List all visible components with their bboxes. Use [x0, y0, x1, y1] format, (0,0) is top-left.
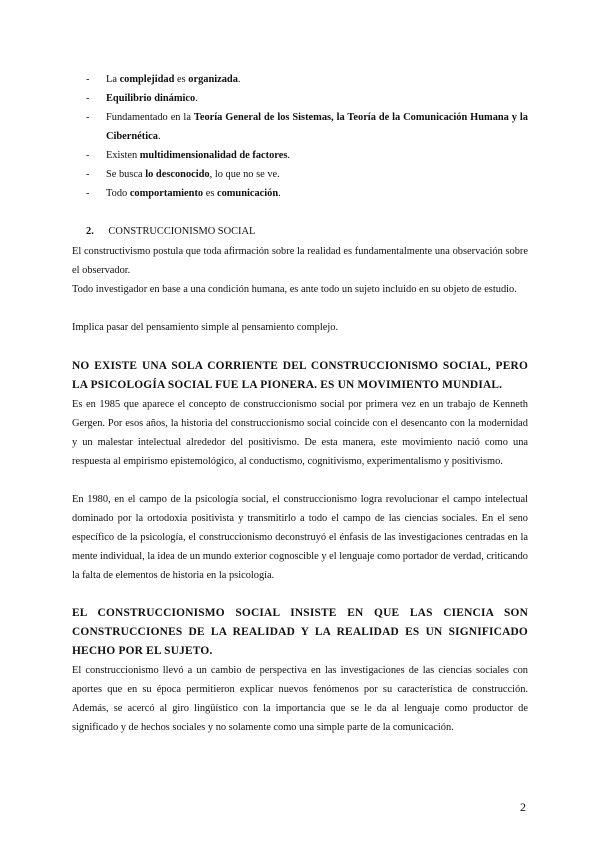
text: .: [195, 93, 198, 104]
dash-marker: -: [86, 188, 90, 199]
bullet-item: [86, 165, 528, 184]
page-number: 2: [520, 800, 526, 814]
dash-marker: -: [86, 150, 90, 161]
bold-text: Equilibrio dinámico: [106, 93, 196, 104]
dash-marker: -: [86, 169, 90, 180]
paragraph-gergen: Es en 1985 que aparece el concepto de construccionismo social por primera vez en un trabajo de Kenneth Gergen. Por esos años, la historia del construccionismo social coincide con el desencanto con la modernidad y un malestar intelectual alrededor del positivismo. De esta manera, este movimiento nació como una respuesta al empirismo epistemológico, al conductismo, cognitivismo, experimentalismo y positivismo.: [72, 399, 528, 467]
text: Todo: [106, 188, 130, 199]
heading-corrientes: NO EXISTE UNA SOLA CORRIENTE DEL CONSTRUCCIONISMO SOCIAL, PERO LA PSICOLOGÍA SOCIAL FUE LA PIONERA. ES UN MOVIMIENTO MUNDIAL.: [72, 360, 528, 391]
section-number: 2.: [86, 226, 94, 237]
text: .: [278, 188, 281, 199]
text: es: [174, 74, 189, 85]
text: La: [106, 74, 120, 85]
text: es: [203, 188, 217, 199]
text: Se busca: [106, 169, 146, 180]
dash-marker: -: [86, 112, 90, 123]
bold-text: Teoría General de los Sistemas, la Teoría de la Comunicación Humana y la Cibernética: [106, 112, 529, 142]
intro-paragraph-1: El constructivismo postula que toda afirmación sobre la realidad es fundamentalmente una observación sobre el observador.: [72, 246, 528, 276]
text: Fundamentado en la: [106, 112, 194, 123]
heading-insiste: EL CONSTRUCCIONISMO SOCIAL INSISTE EN QUE LAS CIENCIA SON CONSTRUCCIONES DE LA REALIDAD Y LA REALIDAD ES UN SIGNIFICADO HECHO POR EL SUJETO.: [72, 607, 528, 657]
bullet-item: [86, 184, 528, 203]
bullet-item: [86, 89, 528, 108]
text: Existen: [106, 150, 140, 161]
intro-paragraph-2: Todo investigador en base a una condición humana, es ante todo un sujeto incluido en su objeto de estudio.: [72, 284, 517, 295]
intro-paragraph-3: Implica pasar del pensamiento simple al pensamiento complejo.: [72, 322, 339, 333]
bold-text: lo desconocido: [145, 169, 210, 180]
bold-text: multidimensionalidad de factores: [139, 150, 288, 161]
bullet-item: [86, 108, 528, 146]
dash-marker: -: [86, 93, 90, 104]
bullet-list: [86, 70, 528, 203]
bold-text: organizada: [188, 74, 238, 85]
text: .: [287, 150, 290, 161]
bold-text: comportamiento: [129, 188, 204, 199]
paragraph-1980: En 1980, en el campo de la psicología social, el construccionismo logra revolucionar el campo intelectual dominado por la ortodoxia positivista y transmitirlo a todo el campo de las ciencias sociales. En el seno específico de la psicología, el construccionismo deconstruyó el énfasis de las investigaciones centradas en la mente individual, la idea de un mundo exterior cognoscible y el lenguaje como portador de verdad, criticando la falta de elementos de historia en la psicología.: [72, 494, 528, 581]
section-title: CONSTRUCCIONISMO SOCIAL: [108, 226, 256, 237]
text: .: [157, 131, 161, 142]
text: , lo que no se ve.: [209, 169, 280, 180]
bullet-item: [86, 146, 528, 165]
bullet-item: [86, 70, 528, 89]
text: .: [237, 74, 241, 85]
paragraph-perspectiva: El construccionismo llevó a un cambio de perspectiva en las investigaciones de las ciencias sociales con aportes que en su época permitieron explicar nuevos fenómenos por su característica de construcción. Además, se acercó al giro lingüístico con la importancia que se le da al lenguaje como productor de significado y de hechos sociales y no solamente como una simple parte de la comunicación.: [72, 665, 528, 733]
dash-marker: -: [86, 74, 90, 85]
section-heading-2: [86, 226, 255, 237]
bold-text: complejidad: [119, 74, 175, 85]
bold-text: comunicación: [216, 188, 279, 199]
